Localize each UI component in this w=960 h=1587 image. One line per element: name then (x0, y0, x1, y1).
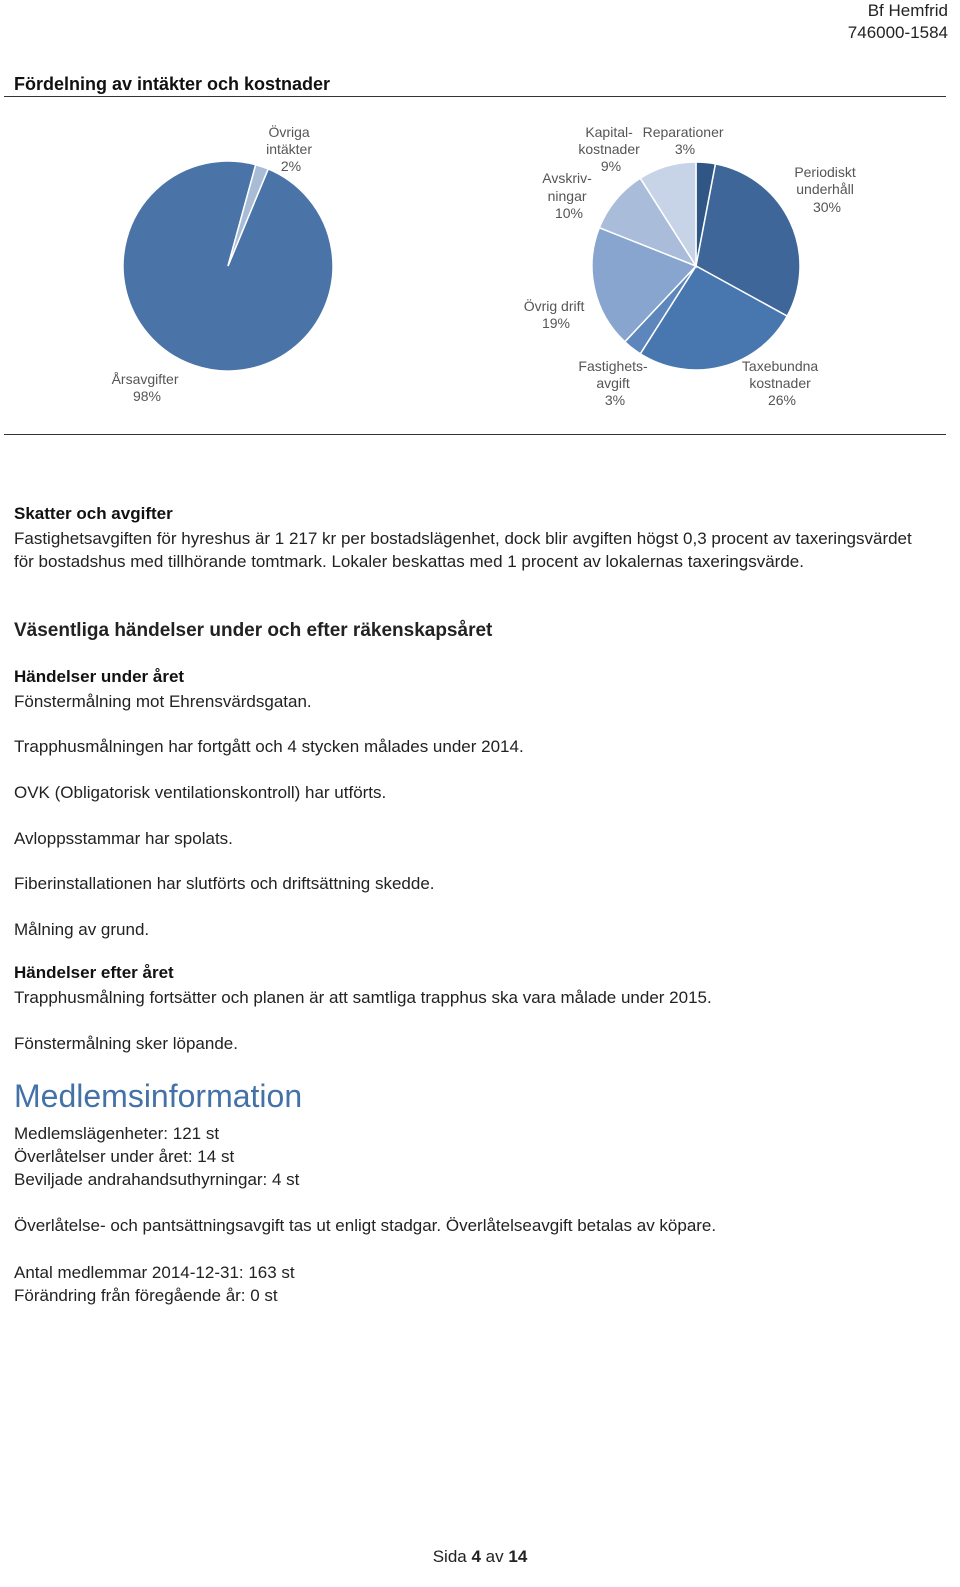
footer-total: 14 (508, 1547, 528, 1566)
events-after-heading: Händelser efter året (14, 963, 174, 982)
income-pie-chart (123, 161, 333, 371)
events-heading: Väsentliga händelser under och efter räkenskapsåret (14, 620, 493, 641)
members-sublets: Beviljade andrahandsuthyrningar: 4 st (14, 1170, 300, 1189)
events-during-item: OVK (Obligatorisk ventilationskontroll) har utförts. (14, 783, 387, 802)
cost-other-ops-label: Övrig drift 19% (523, 298, 585, 331)
members-change: Förändring från föregående år: 0 st (14, 1286, 278, 1305)
cost-depreciation-label: Avskriv- ningar 10% (542, 170, 592, 221)
distribution-charts (0, 110, 960, 430)
events-during-item: Fönstermålning mot Ehrensvärdsgatan. (14, 692, 312, 711)
events-during-item: Avloppsstammar har spolats. (14, 829, 233, 848)
members-apartments: Medlemslägenheter: 121 st (14, 1124, 220, 1143)
footer-separator: av (485, 1547, 504, 1566)
events-during-item: Målning av grund. (14, 920, 150, 939)
org-name: Bf Hemfrid (867, 1, 948, 20)
cost-property-fee-label: Fastighets- avgift 3% (578, 358, 648, 408)
events-during-heading: Händelser under året (14, 667, 185, 686)
income-other-label: Övriga intäkter 2% (266, 124, 313, 174)
org-number: 746000-1584 (847, 23, 948, 42)
distribution-title: Fördelning av intäkter och kostnader (14, 74, 331, 94)
footer-page: 4 (471, 1547, 481, 1566)
taxes-text: Fastighetsavgiften för hyreshus är 1 217 kr per bostadslägenhet, dock blir avgiften högst 0,3 procent av taxeringsvärdet för bostadshus med tillhörande tomtmark. Lokaler beskattas med 1 procent av lokalernas taxeringsvärde. (14, 529, 912, 571)
taxes-heading: Skatter och avgifter (14, 504, 173, 523)
cost-pie-chart (592, 162, 800, 370)
cost-repairs-label: Reparationer 3% (642, 124, 724, 157)
events-after-item: Fönstermålning sker löpande. (14, 1034, 238, 1053)
members-count: Antal medlemmar 2014-12-31: 163 st (14, 1263, 295, 1282)
income-main-label: Årsavgifter 98% (111, 371, 179, 404)
events-during-item: Fiberinstallationen har slutförts och driftsättning skedde. (14, 874, 435, 893)
events-after-item: Trapphusmålning fortsätter och planen är att samtliga trapphus ska vara målade under 2015. (14, 988, 712, 1007)
page-header (848, 0, 948, 44)
footer-prefix: Sida (432, 1547, 467, 1566)
members-heading: Medlemsinformation (14, 1078, 303, 1114)
members-fees: Överlåtelse- och pantsättningsavgift tas ut enligt stadgar. Överlåtelseavgift betalas av köpare. (14, 1216, 717, 1235)
page-footer (0, 1547, 960, 1567)
members-transfers: Överlåtelser under året: 14 st (14, 1147, 235, 1166)
cost-maintenance-label: Periodiskt underhåll 30% (794, 164, 856, 215)
divider (4, 434, 946, 435)
divider (4, 96, 946, 97)
events-during-item: Trapphusmålningen har fortgått och 4 stycken målades under 2014. (14, 737, 524, 756)
cost-capital-label: Kapital- kostnader 9% (578, 124, 640, 174)
cost-utilities-label: Taxebundna kostnader 26% (741, 358, 819, 408)
